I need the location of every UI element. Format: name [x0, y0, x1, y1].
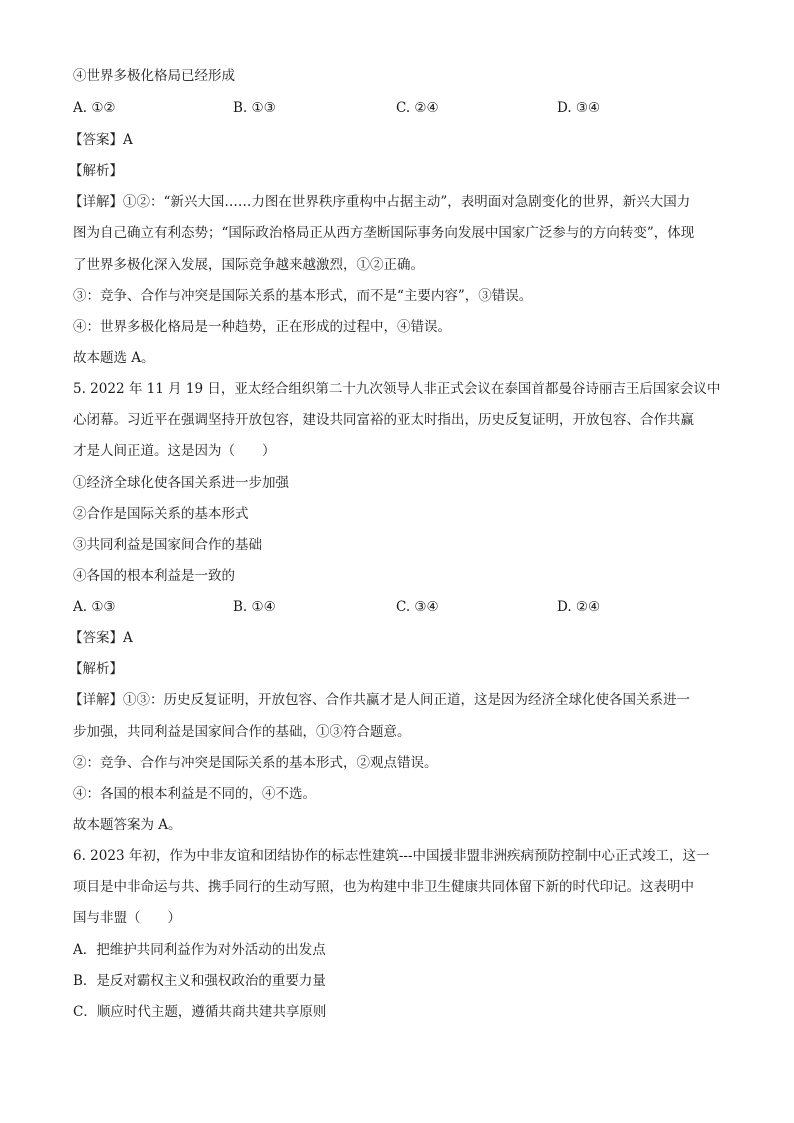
q5-option-3: ③共同利益是国家间合作的基础	[73, 537, 262, 553]
q4-detail-line-4: ③：竞争、合作与冲突是国际关系的基本形式，而不是“主要内容”，③错误。	[73, 288, 533, 304]
q4-answer: 【答案】A	[69, 132, 133, 148]
q5-option-2: ②合作是国际关系的基本形式	[73, 506, 249, 522]
q5-detail-line-2: 步加强，共同利益是国家间合作的基础，①③符合题意。	[73, 724, 411, 740]
q5-detail-line-3: ②：竞争、合作与冲突是国际关系的基本形式，②观点错误。	[73, 755, 438, 771]
q4-detail-line-1: 【详解】①②：“新兴大国……力图在世界秩序重构中占据主动”，表明面对急剧变化的世界，新兴大国力	[69, 194, 691, 210]
q4-choice-c: C. ②④	[396, 100, 439, 116]
q5-stem-line-2: 心闭幕。习近平在强调坚持开放包容，建设共同富裕的亚太时指出，历史反复证明，开放包容、合作共赢	[73, 412, 694, 428]
q4-choice-b: B. ①③	[233, 100, 276, 116]
q5-conclusion: 故本题答案为 A。	[73, 817, 182, 833]
q4-option-4: ④世界多极化格局已经形成	[73, 68, 235, 84]
q5-option-4: ④各国的根本利益是一致的	[73, 568, 235, 584]
q5-stem-line-1: 5. 2022 年 11 月 19 日，亚太经合组织第二十九次领导人非正式会议在泰国首都曼谷诗丽吉王后国家会议中	[73, 381, 721, 397]
q5-stem-line-3: 才是人间正道。这是因为（ ）	[73, 443, 276, 459]
q6-option-b: B．是反对霸权主义和强权政治的重要力量	[73, 973, 326, 989]
q6-stem-line-2: 项目是中非命运与共、携手同行的生动写照，也为构建中非卫生健康共同体留下新的时代印记。这表明中	[73, 879, 694, 895]
q6-option-a: A．把维护共同利益作为对外活动的出发点	[73, 942, 326, 958]
q6-option-c: C．顺应时代主题，遵循共商共建共享原则	[73, 1004, 327, 1020]
q4-analysis-heading: 【解析】	[69, 163, 123, 179]
q5-detail-line-4: ④：各国的根本利益是不同的，④不选。	[73, 786, 316, 802]
q4-detail-line-5: ④：世界多极化格局是一种趋势，正在形成的过程中，④错误。	[73, 319, 451, 335]
q4-choice-d: D. ③④	[557, 100, 601, 116]
q5-choice-a: A. ①③	[73, 599, 116, 615]
q6-stem-line-1: 6. 2023 年初，作为中非友谊和团结协作的标志性建筑---中国援非盟非洲疾病预防控制中心正式竣工，这一	[73, 848, 710, 864]
q4-detail-line-3: 了世界多极化深入发展，国际竞争越来越激烈，①②正确。	[73, 257, 424, 273]
q5-answer: 【答案】A	[69, 630, 133, 646]
q5-choice-b: B. ①④	[233, 599, 276, 615]
q5-detail-line-1: 【详解】①③：历史反复证明，开放包容、合作共赢才是人间正道，这是因为经济全球化使各国关系进一	[69, 692, 690, 708]
q4-detail-line-2: 图为自己确立有利态势；“国际政治格局正从西方垄断国际事务向发展中国家广泛参与的方向转变”，体现	[73, 225, 695, 241]
q5-choice-c: C. ③④	[396, 599, 439, 615]
q5-option-1: ①经济全球化使各国关系进一步加强	[73, 475, 289, 491]
q4-conclusion: 故本题选 A。	[73, 350, 155, 366]
q5-choice-d: D. ②④	[557, 599, 601, 615]
q5-analysis-heading: 【解析】	[69, 661, 123, 677]
q6-stem-line-3: 国与非盟（ ）	[73, 910, 181, 926]
q4-choice-a: A. ①②	[73, 100, 116, 116]
